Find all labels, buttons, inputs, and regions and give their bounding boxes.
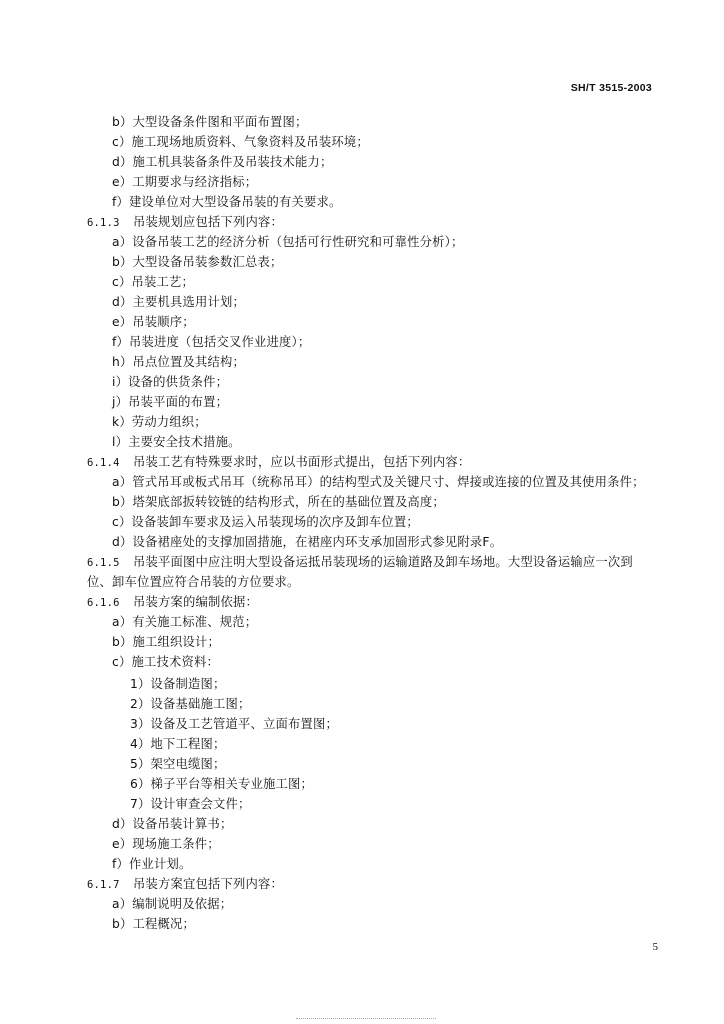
list-item: a）有关施工标准、规范； [112, 615, 258, 629]
list-item: l）主要安全技术措施。 [112, 435, 241, 449]
section-heading [87, 876, 283, 893]
list-item: b）大型设备条件图和平面布置图； [112, 115, 308, 129]
section-text: 吊装规划应包括下列内容： [133, 215, 283, 229]
list-item: e）工期要求与经济指标； [112, 175, 258, 189]
sub-list-item: 6）梯子平台等相关专业施工图； [130, 777, 313, 791]
sub-list-item: 1）设备制造图； [130, 677, 226, 691]
list-item: b）施工组织设计； [112, 635, 220, 649]
section-heading [87, 454, 470, 471]
section-number: 6.1.6 [87, 597, 120, 609]
list-item: e）现场施工条件； [112, 837, 220, 851]
list-item: a）管式吊耳或板式吊耳（统称吊耳）的结构型式及关键尺寸、焊接或连接的位置及其使用条件； [112, 475, 645, 489]
sub-list-item: 2）设备基础施工图； [130, 697, 251, 711]
paragraph-continuation: 位、卸车位置应符合吊装的方位要求。 [87, 575, 300, 589]
section-heading [87, 214, 283, 231]
section-heading [87, 594, 258, 611]
list-item: b）大型设备吊装参数汇总表； [112, 255, 283, 269]
section-number: 6.1.7 [87, 879, 120, 891]
list-item: c）施工技术资料： [112, 655, 219, 669]
list-item: h）吊点位置及其结构； [112, 355, 245, 369]
list-item: c）吊装工艺； [112, 275, 194, 289]
sub-list-item: 4）地下工程图； [130, 737, 226, 751]
sub-list-item: 7）设计审查会文件； [130, 797, 251, 811]
sub-list-item: 3）设备及工艺管道平、立面布置图； [130, 717, 338, 731]
section-text: 吊装方案宜包括下列内容： [133, 877, 283, 891]
list-item: c）设备装卸车要求及运入吊装现场的次序及卸车位置； [112, 515, 419, 529]
list-item: c）施工现场地质资料、气象资料及吊装环境； [112, 135, 369, 149]
list-item: d）施工机具装备条件及吊装技术能力； [112, 155, 333, 169]
section-number: 6.1.5 [87, 557, 120, 569]
sub-list-item: 5）架空电缆图； [130, 757, 226, 771]
section-heading [87, 554, 633, 571]
section-text: 吊装工艺有特殊要求时，应以书面形式提出，包括下列内容： [133, 455, 471, 469]
footer-scan-mark [296, 1018, 436, 1022]
list-item: d）设备裙座处的支撑加固措施，在裙座内环支承加固形式参见附录F。 [112, 535, 503, 549]
section-text: 吊装方案的编制依据： [133, 595, 258, 609]
list-item: d）主要机具选用计划； [112, 295, 245, 309]
list-item: d）设备吊装计算书； [112, 817, 233, 831]
section-number: 6.1.3 [87, 217, 120, 229]
list-item: b）工程概况； [112, 917, 195, 931]
list-item: j）吊装平面的布置； [112, 395, 229, 409]
list-item: a）编制说明及依据； [112, 897, 233, 911]
list-item: f）吊装进度（包括交叉作业进度）； [112, 335, 311, 349]
list-item: f）建设单位对大型设备吊装的有关要求。 [112, 195, 342, 209]
section-text: 吊装平面图中应注明大型设备运抵吊装现场的运输道路及卸车场地。大型设备运输应一次到 [133, 555, 633, 569]
list-item: e）吊装顺序； [112, 315, 195, 329]
section-number: 6.1.4 [87, 457, 120, 469]
list-item: f）作业计划。 [112, 857, 192, 871]
list-item: i）设备的供货条件； [112, 375, 229, 389]
list-item: a）设备吊装工艺的经济分析（包括可行性研究和可靠性分析）； [112, 235, 464, 249]
page-number: 5 [652, 941, 658, 953]
list-item: b）塔架底部扳转铰链的结构形式，所在的基础位置及高度； [112, 495, 445, 509]
standard-code-header: SH/T 3515-2003 [570, 82, 652, 94]
list-item: k）劳动力组织； [112, 415, 207, 429]
